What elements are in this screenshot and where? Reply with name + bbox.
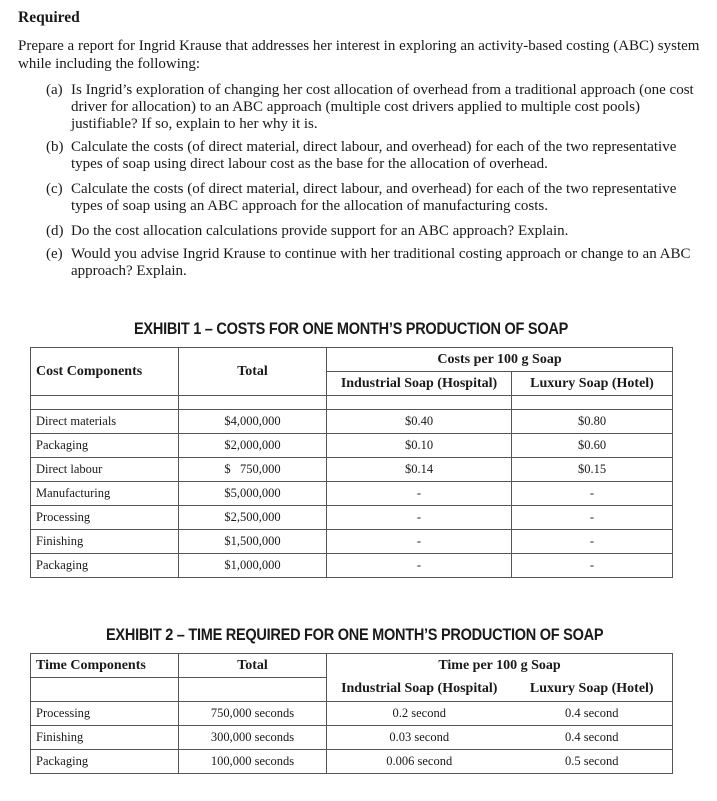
- requirement-item: [46, 139, 708, 173]
- header-costs-per-100g: Costs per 100 g Soap: [327, 348, 673, 372]
- row-industrial: -: [327, 506, 512, 530]
- requirement-text: Calculate the costs (of direct material, direct labour, and overhead) for each of the two representative types of soap using direct labour cost as the base for the allocation of overhead.: [71, 139, 677, 172]
- exhibit1-title: EXHIBIT 1 – COSTS FOR ONE MONTH’S PRODUCTION OF SOAP: [134, 320, 569, 338]
- row-industrial: 0.006 second: [327, 750, 512, 774]
- exhibit2-table: [30, 653, 673, 774]
- row-total: $1,500,000: [179, 530, 327, 554]
- row-industrial: -: [327, 554, 512, 578]
- requirement-item: [46, 246, 708, 280]
- section-heading: Required: [18, 9, 80, 26]
- row-luxury: $0.80: [512, 410, 673, 434]
- requirement-item: [46, 82, 708, 133]
- header-total: Total: [179, 348, 327, 396]
- row-total: 300,000 seconds: [179, 726, 327, 750]
- row-luxury: -: [512, 554, 673, 578]
- row-label: Direct labour: [31, 458, 179, 482]
- table-row: [31, 482, 673, 506]
- row-label: Finishing: [31, 530, 179, 554]
- row-label: Packaging: [31, 434, 179, 458]
- row-label: Processing: [31, 506, 179, 530]
- row-total: $2,500,000: [179, 506, 327, 530]
- requirement-label: (d): [46, 223, 64, 239]
- row-luxury: 0.4 second: [512, 726, 673, 750]
- row-luxury: $0.60: [512, 434, 673, 458]
- table-row: [31, 750, 673, 774]
- table-row: [31, 458, 673, 482]
- row-industrial: $0.10: [327, 434, 512, 458]
- table-row: [31, 410, 673, 434]
- row-total: $1,000,000: [179, 554, 327, 578]
- spacer-row: [31, 396, 673, 410]
- row-total: 100,000 seconds: [179, 750, 327, 774]
- header-luxury-soap: Luxury Soap (Hotel): [512, 372, 673, 396]
- header-time-per-100g: Time per 100 g Soap: [327, 654, 673, 678]
- requirement-label: (c): [46, 181, 63, 197]
- row-total: $4,000,000: [179, 410, 327, 434]
- row-industrial: $0.14: [327, 458, 512, 482]
- requirement-label: (e): [46, 246, 63, 262]
- requirement-text: Is Ingrid’s exploration of changing her cost allocation of overhead from a traditional approach (one cost driver for allocation) to an ABC approach (multiple cost drivers applied to multiple cost pools) justifiable? If so, explain to her why it is.: [71, 82, 694, 132]
- intro-paragraph: Prepare a report for Ingrid Krause that addresses her interest in exploring an activity-based costing (ABC) system while including the following:: [18, 38, 700, 72]
- header-total: Total: [179, 654, 327, 678]
- table-row: [31, 434, 673, 458]
- row-industrial: 0.2 second: [327, 702, 512, 726]
- header-cost-components: Cost Components: [31, 348, 179, 396]
- header-industrial-soap: Industrial Soap (Hospital): [327, 678, 512, 702]
- row-industrial: $0.40: [327, 410, 512, 434]
- row-label: Processing: [31, 702, 179, 726]
- exhibit1-table: [30, 347, 673, 578]
- row-total: $2,000,000: [179, 434, 327, 458]
- row-luxury: 0.5 second: [512, 750, 673, 774]
- row-total: 750,000 seconds: [179, 702, 327, 726]
- requirement-text: Would you advise Ingrid Krause to continue with her traditional costing approach or change to an ABC approach? Explain.: [71, 246, 691, 279]
- header-time-components: Time Components: [31, 654, 179, 678]
- row-luxury: -: [512, 506, 673, 530]
- row-label: Manufacturing: [31, 482, 179, 506]
- requirement-item: [46, 181, 708, 215]
- requirement-label: (a): [46, 82, 63, 98]
- requirement-text: Do the cost allocation calculations provide support for an ABC approach? Explain.: [71, 223, 569, 239]
- table-row: [31, 554, 673, 578]
- row-luxury: -: [512, 482, 673, 506]
- row-label: Packaging: [31, 750, 179, 774]
- row-label: Direct materials: [31, 410, 179, 434]
- requirement-label: (b): [46, 139, 64, 155]
- row-industrial: 0.03 second: [327, 726, 512, 750]
- requirement-item: [46, 223, 708, 240]
- row-label: Finishing: [31, 726, 179, 750]
- table-row: [31, 726, 673, 750]
- table-row: [31, 702, 673, 726]
- row-luxury: -: [512, 530, 673, 554]
- row-industrial: -: [327, 482, 512, 506]
- row-label: Packaging: [31, 554, 179, 578]
- requirement-text: Calculate the costs (of direct material, direct labour, and overhead) for each of the two representative types of soap using an ABC approach for the allocation of manufacturing costs.: [71, 181, 677, 214]
- row-total: $5,000,000: [179, 482, 327, 506]
- row-total: $ 750,000: [179, 458, 327, 482]
- exhibit2-title: EXHIBIT 2 – TIME REQUIRED FOR ONE MONTH’S PRODUCTION OF SOAP: [106, 626, 604, 644]
- row-luxury: 0.4 second: [512, 702, 673, 726]
- row-industrial: -: [327, 530, 512, 554]
- table-row: [31, 530, 673, 554]
- header-luxury-soap: Luxury Soap (Hotel): [512, 678, 673, 702]
- row-luxury: $0.15: [512, 458, 673, 482]
- table-row: [31, 506, 673, 530]
- header-industrial-soap: Industrial Soap (Hospital): [327, 372, 512, 396]
